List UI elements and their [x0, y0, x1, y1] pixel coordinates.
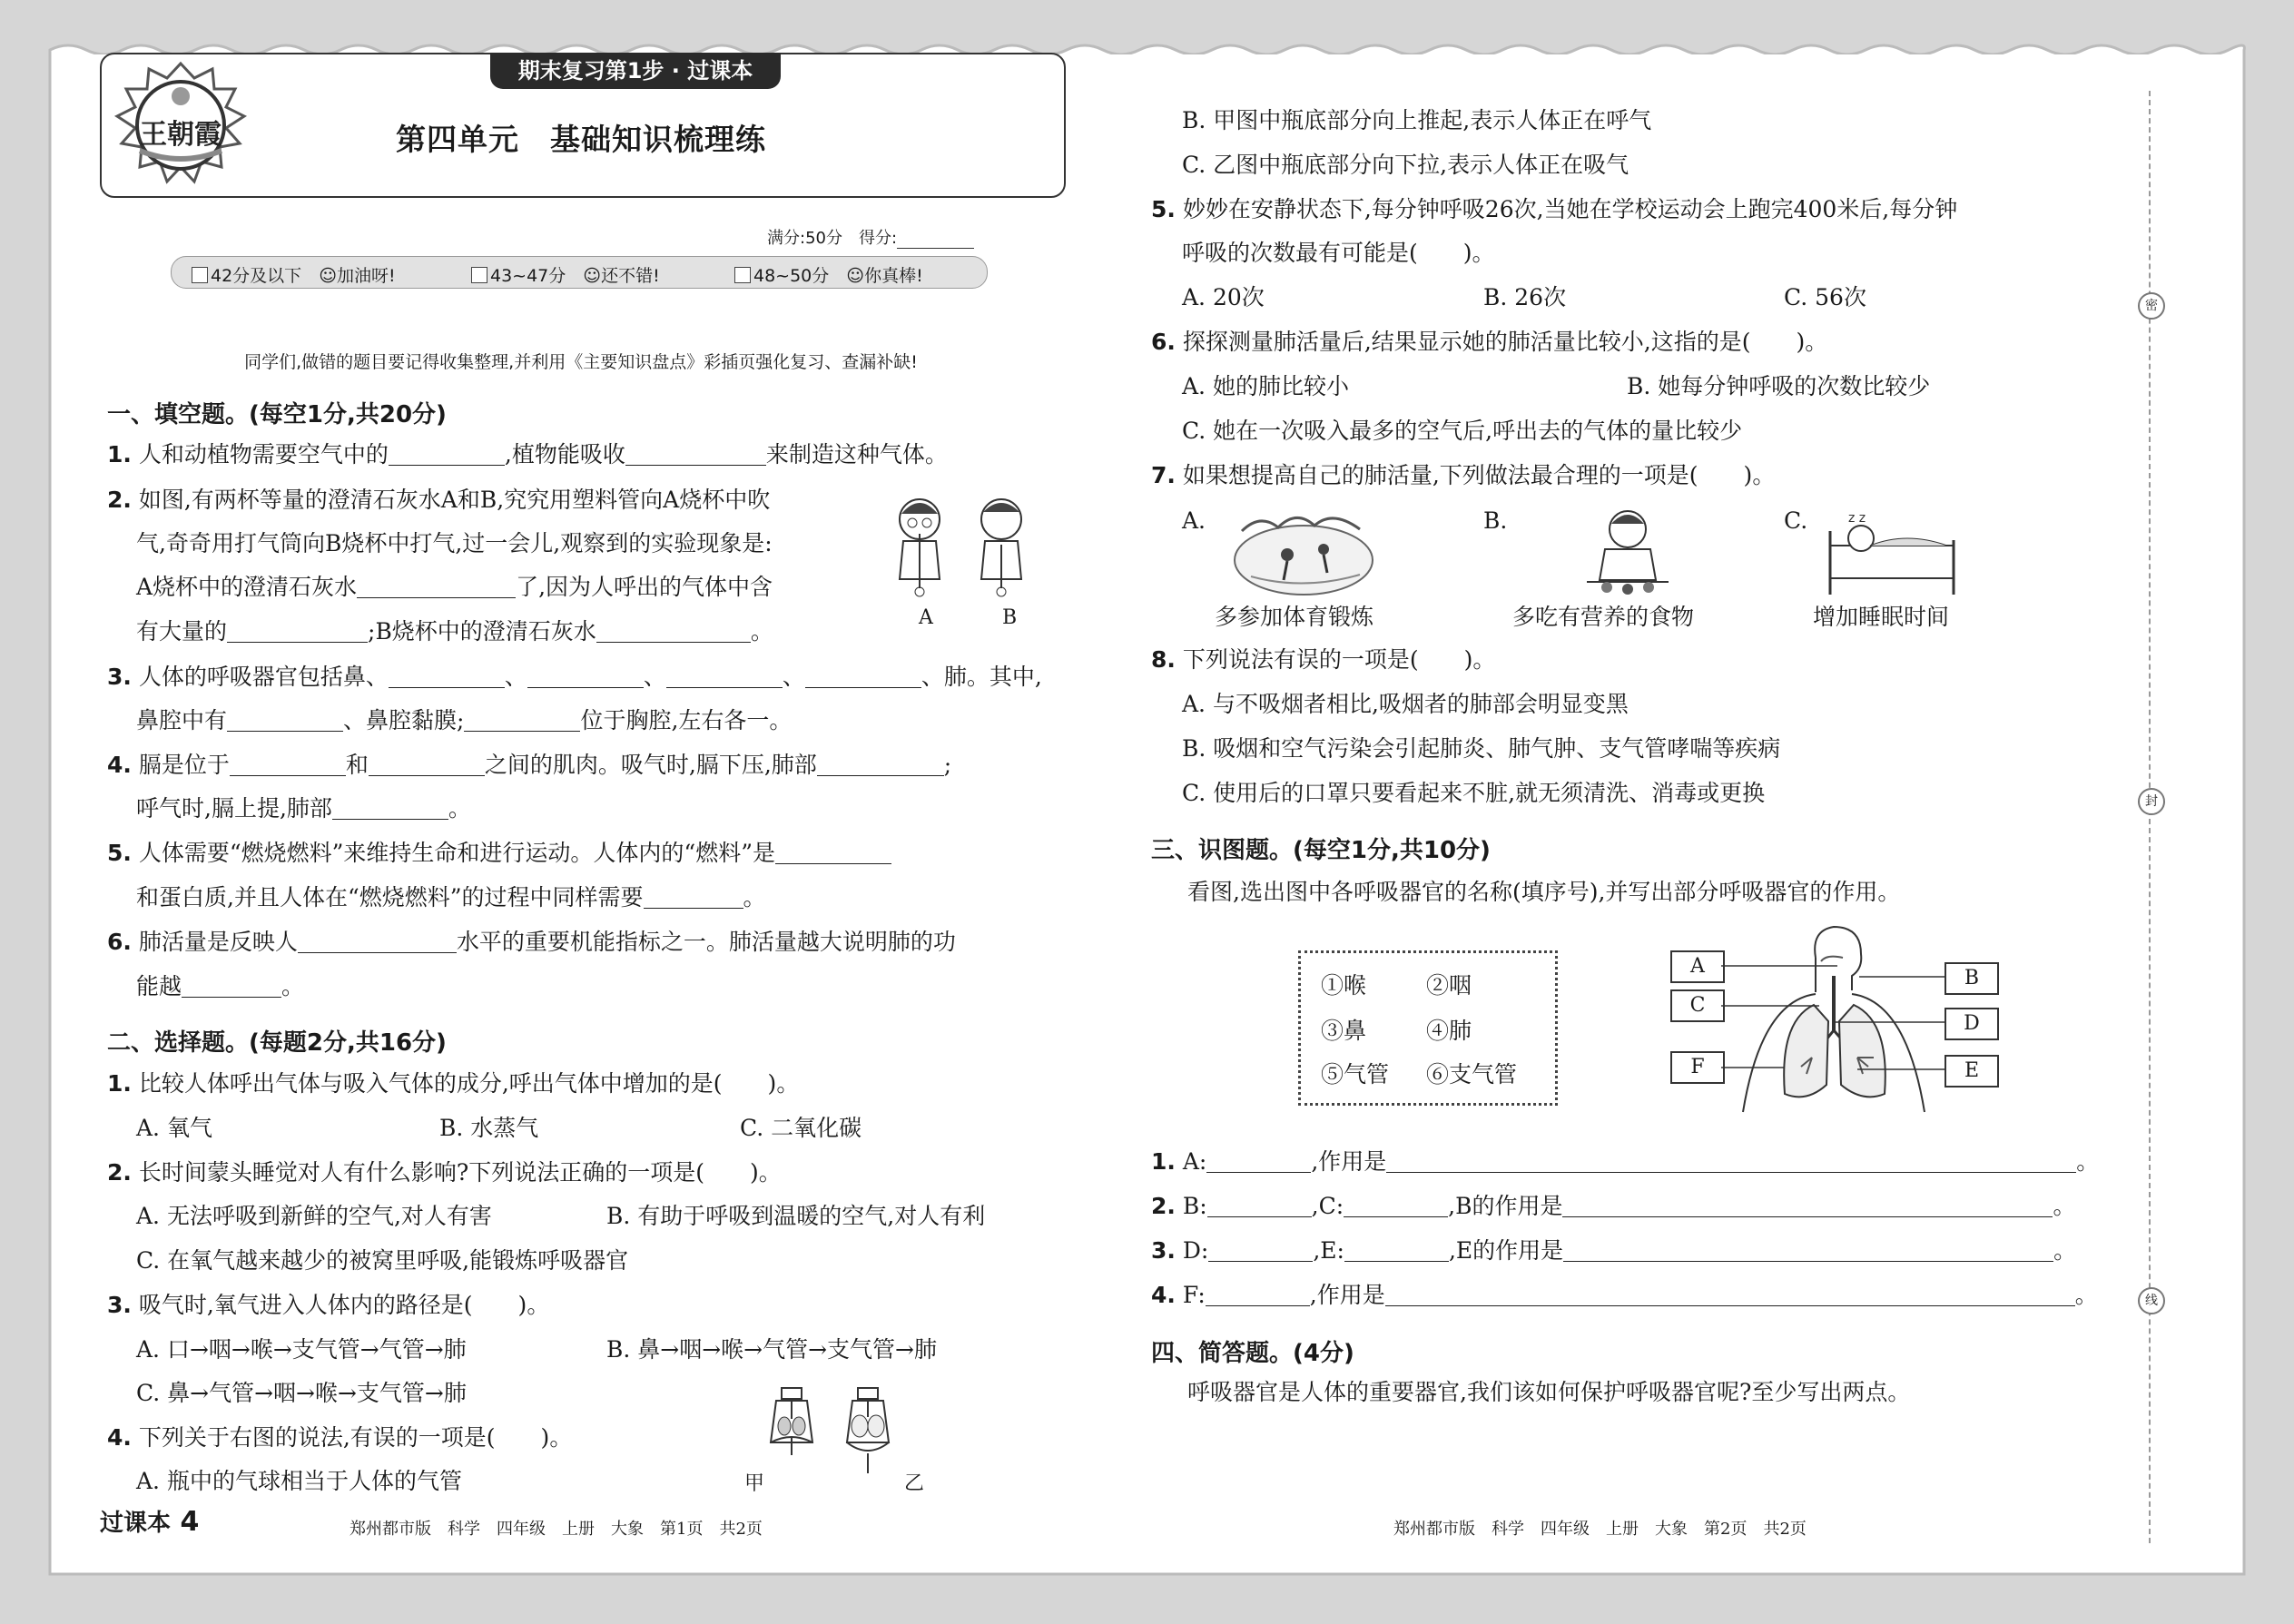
choice-q8: 8. 下列说法有误的一项是( )。: [1151, 646, 1496, 673]
choice-q4: 4. 下列关于右图的说法,有误的一项是( )。: [107, 1424, 573, 1451]
choice-q4-b[interactable]: B. 甲图中瓶底部分向上推起,表示人体正在呼气: [1182, 107, 1652, 133]
choice-q5-c[interactable]: C. 56次: [1784, 284, 1866, 310]
blank[interactable]: [389, 664, 505, 688]
diagram-label-e: E: [1944, 1055, 1999, 1088]
organ-option: ⑤气管: [1321, 1061, 1390, 1088]
fill-q6-line2: 能越 。: [136, 973, 305, 999]
figure-answer-2: 2. B: ,C: ,B的作用是 。: [1151, 1193, 2076, 1219]
fill-q1: 1. 人和动植物需要空气中的 ,植物能吸收 来制造这种气体。: [107, 441, 948, 468]
fill-q4-line2: 呼气时,膈上提,肺部 。: [136, 795, 471, 822]
svg-text:王朝霞: 王朝霞: [140, 119, 222, 151]
blank[interactable]: [298, 929, 457, 953]
rating-comment: 你真棒!: [864, 266, 923, 286]
rating-comment: 加油呀!: [337, 266, 396, 286]
blank[interactable]: [389, 441, 505, 466]
fill-q2-line3: A烧杯中的澄清石灰水 了,因为人呼出的气体中含: [136, 574, 773, 600]
organ-options: [1298, 950, 1558, 1106]
fill-q5-line2: 和蛋白质,并且人体在“燃烧燃料”的过程中同样需要 。: [136, 884, 766, 910]
choice-q3-b[interactable]: B. 鼻→咽→喉→气管→支气管→肺: [606, 1336, 938, 1363]
diagram-label-c: C: [1670, 989, 1725, 1022]
rating-range: 42分及以下: [211, 266, 302, 286]
blank[interactable]: [1385, 1282, 2075, 1306]
blank[interactable]: [1344, 1237, 1449, 1262]
score-line: [767, 225, 974, 249]
fill-q2-line1: 2. 如图,有两杯等量的澄清石灰水A和B,究究用塑料管向A烧杯中吹: [107, 487, 771, 513]
bell-jar-figure: [767, 1384, 903, 1498]
diagram-leader-lines: [1721, 962, 1948, 1080]
exercise-image: [1233, 504, 1373, 599]
choice-q4-c[interactable]: C. 乙图中瓶底部分向下拉,表示人体正在吸气: [1182, 152, 1629, 178]
blank[interactable]: [1562, 1193, 2053, 1217]
rating-3[interactable]: [734, 262, 923, 287]
choice-q1-a[interactable]: A. 氧气: [136, 1115, 212, 1141]
choice-q1: 1. 比较人体呼出气体与吸入气体的成分,呼出气体中增加的是( )。: [107, 1070, 800, 1097]
organ-option: ④肺: [1426, 1018, 1472, 1044]
footer-info-right: 郑州都市版 科学 四年级 上册 大象 第2页 共2页: [1393, 1520, 1807, 1539]
organ-option: ②咽: [1426, 972, 1472, 999]
diagram-label-f: F: [1670, 1051, 1725, 1084]
choice-q4-a[interactable]: A. 瓶中的气球相当于人体的气管: [136, 1468, 462, 1494]
fill-q4-line1: 4. 膈是位于 和 之间的肌肉。吸气时,膈下压,肺部 ;: [107, 752, 952, 778]
blank[interactable]: [230, 752, 346, 776]
choice-q8-c[interactable]: C. 使用后的口罩只要看起来不脏,就无须清洗、消毒或更换: [1182, 780, 1766, 806]
fill-q3-line2: 鼻腔中有 、鼻腔黏膜; 位于胸腔,左右各一。: [136, 707, 793, 733]
choice-q6: 6. 探探测量肺活量后,结果显示她的肺活量比较小,这指的是( )。: [1151, 329, 1828, 355]
figure-label-yi: 乙: [904, 1472, 925, 1495]
blank[interactable]: [527, 664, 644, 688]
figure-answer-4: 4. F: ,作用是 。: [1151, 1282, 2098, 1308]
score-input[interactable]: [897, 230, 974, 249]
choice-q3-a[interactable]: A. 口→咽→喉→支气管→气管→肺: [136, 1336, 467, 1363]
choice-q7-a[interactable]: A.: [1182, 507, 1206, 534]
unit-title: 第四单元 基础知识梳理练: [396, 122, 766, 157]
figure-label-jia: 甲: [744, 1472, 765, 1495]
choice-q7-c[interactable]: C.: [1784, 507, 1808, 534]
choice-q3: 3. 吸气时,氧气进入人体内的路径是( )。: [107, 1292, 550, 1318]
choice-q7-a-caption: 多参加体育锻炼: [1215, 604, 1374, 630]
rating-range: 43~47分: [490, 266, 566, 286]
blank[interactable]: [644, 884, 743, 909]
diagram-label-d: D: [1944, 1008, 1999, 1040]
blank[interactable]: [227, 618, 368, 643]
figure-intro: 看图,选出图中各呼吸器官的名称(填序号),并写出部分呼吸器官的作用。: [1187, 879, 1901, 905]
choice-q2: 2. 长时间蒙头睡觉对人有什么影响?下列说法正确的一项是( )。: [107, 1159, 782, 1186]
short-question: 呼吸器官是人体的重要器官,我们该如何保护呼吸器官呢?至少写出两点。: [1187, 1379, 1911, 1405]
choice-q2-b[interactable]: B. 有助于呼吸到温暖的空气,对人有利: [606, 1203, 986, 1229]
smile-icon: ☺: [583, 266, 602, 286]
fill-q6-line1: 6. 肺活量是反映人 水平的重要机能指标之一。肺活量越大说明肺的功: [107, 929, 956, 955]
choice-q1-b[interactable]: B. 水蒸气: [439, 1115, 539, 1141]
blank[interactable]: [805, 664, 921, 688]
choice-q5: 5. 妙妙在安静状态下,每分钟呼吸26次,当她在学校运动会上跑完400米后,每分钟: [1151, 196, 1958, 222]
blank[interactable]: [1206, 1148, 1311, 1173]
fill-q2-line2: 气,奇奇用打气筒向B烧杯中打气,过一会儿,观察到的实验现象是:: [136, 530, 773, 556]
full-score: 满分:50分: [767, 229, 842, 248]
blank[interactable]: [357, 574, 516, 598]
got-score: 得分:: [858, 229, 898, 248]
choice-q2-a[interactable]: A. 无法呼吸到新鲜的空气,对人有害: [136, 1203, 492, 1229]
choice-q2-c[interactable]: C. 在氧气越来越少的被窝里呼吸,能锻炼呼吸器官: [136, 1247, 629, 1274]
blank[interactable]: [625, 441, 766, 466]
rating-range: 48~50分: [753, 266, 830, 286]
rating-bar: [171, 256, 988, 289]
choice-q8-a[interactable]: A. 与不吸烟者相比,吸烟者的肺部会明显变黑: [1182, 691, 1629, 717]
binder-mark: 密: [2138, 292, 2165, 320]
choice-q7: 7. 如果想提高自己的肺活量,下列做法最合理的一项是( )。: [1151, 462, 1776, 488]
q2-experiment-figure: [894, 490, 1039, 608]
choice-q6-a[interactable]: A. 她的肺比较小: [1182, 373, 1349, 399]
binder-mark: 线: [2138, 1287, 2165, 1314]
figure-answer-3: 3. D: ,E: ,E的作用是 。: [1151, 1237, 2077, 1264]
section-fill: 一、填空题。(每空1分,共20分): [107, 401, 447, 428]
choice-q5-b[interactable]: B. 26次: [1483, 284, 1567, 310]
choice-q8-b[interactable]: B. 吸烟和空气污染会引起肺炎、肺气肿、支气管哮喘等疾病: [1182, 735, 1781, 762]
footer-tag: 过课本 4: [100, 1506, 200, 1538]
blank[interactable]: [332, 795, 448, 820]
smile-icon: ☺: [319, 266, 338, 286]
fill-q5-line1: 5. 人体需要“燃烧燃料”来维持生命和进行运动。人体内的“燃料”是: [107, 838, 891, 869]
blank[interactable]: [817, 752, 944, 776]
blank[interactable]: [1563, 1237, 2053, 1262]
section-figure: 三、识图题。(每空1分,共10分): [1151, 837, 1491, 864]
rating-2[interactable]: [471, 262, 660, 287]
blank[interactable]: [1208, 1237, 1313, 1262]
blank[interactable]: [1206, 1282, 1310, 1306]
diagram-label-b: B: [1944, 962, 1999, 995]
smile-icon: ☺: [846, 266, 865, 286]
rating-1[interactable]: [192, 262, 396, 287]
figure-label-b: B: [1002, 606, 1018, 629]
organ-option: ①喉: [1321, 972, 1367, 999]
section-choice: 二、选择题。(每题2分,共16分): [107, 1029, 447, 1057]
choice-q6-c[interactable]: C. 她在一次吸入最多的空气后,呼出去的气体的量比较少: [1182, 418, 1743, 444]
diagram-label-a: A: [1670, 950, 1725, 983]
choice-q1-c[interactable]: C. 二氧化碳: [740, 1115, 862, 1141]
figure-label-a: A: [919, 606, 933, 629]
blank[interactable]: [1344, 1193, 1448, 1217]
fill-q3-line1: 3. 人体的呼吸器官包括鼻、 、 、 、 、肺。其中,: [107, 664, 1042, 690]
blank[interactable]: [596, 618, 751, 643]
blank[interactable]: [464, 707, 580, 732]
organ-option: ③鼻: [1321, 1018, 1367, 1044]
blank[interactable]: [775, 840, 891, 864]
checkbox[interactable]: [192, 267, 208, 283]
blank[interactable]: [1386, 1148, 2076, 1173]
blank[interactable]: [666, 664, 783, 688]
blank[interactable]: [1207, 1193, 1312, 1217]
sleep-image: [1825, 504, 1961, 599]
svg-text:z z: z z: [1848, 511, 1866, 526]
choice-q5-a[interactable]: A. 20次: [1182, 284, 1265, 310]
choice-q7-b-caption: 多吃有营养的食物: [1512, 604, 1695, 630]
food-image: [1578, 504, 1678, 599]
choice-q6-b[interactable]: B. 她每分钟呼吸的次数比较少: [1627, 373, 1931, 399]
figure-answer-1: 1. A: ,作用是 。: [1151, 1148, 2100, 1175]
section-short: 四、简答题。(4分): [1151, 1340, 1354, 1367]
short-answer-area[interactable]: [1180, 1416, 2106, 1498]
checkbox[interactable]: [734, 267, 751, 283]
blank[interactable]: [227, 707, 343, 732]
rating-comment: 还不错!: [601, 266, 660, 286]
blank[interactable]: [369, 752, 485, 776]
footer-info-left: 郑州都市版 科学 四年级 上册 大象 第1页 共2页: [350, 1520, 763, 1539]
header-tag: 期末复习第1步 · 过课本: [490, 53, 781, 89]
tip-text: 同学们,做错的题目要记得收集整理,并利用《主要知识盘点》彩插页强化复习、查漏补缺!: [244, 352, 918, 372]
binder-mark: 封: [2138, 788, 2165, 815]
blank[interactable]: [182, 973, 281, 998]
organ-option: ⑥支气管: [1426, 1061, 1518, 1088]
choice-q3-c[interactable]: C. 鼻→气管→咽→喉→支气管→肺: [136, 1380, 467, 1406]
checkbox[interactable]: [471, 267, 487, 283]
choice-q5-line2: 呼吸的次数最有可能是( )。: [1182, 240, 1495, 266]
choice-q7-c-caption: 增加睡眠时间: [1813, 604, 1950, 630]
fill-q2-line4: 有大量的 ;B烧杯中的澄清石灰水 。: [136, 618, 773, 645]
choice-q7-b[interactable]: B.: [1483, 507, 1508, 534]
